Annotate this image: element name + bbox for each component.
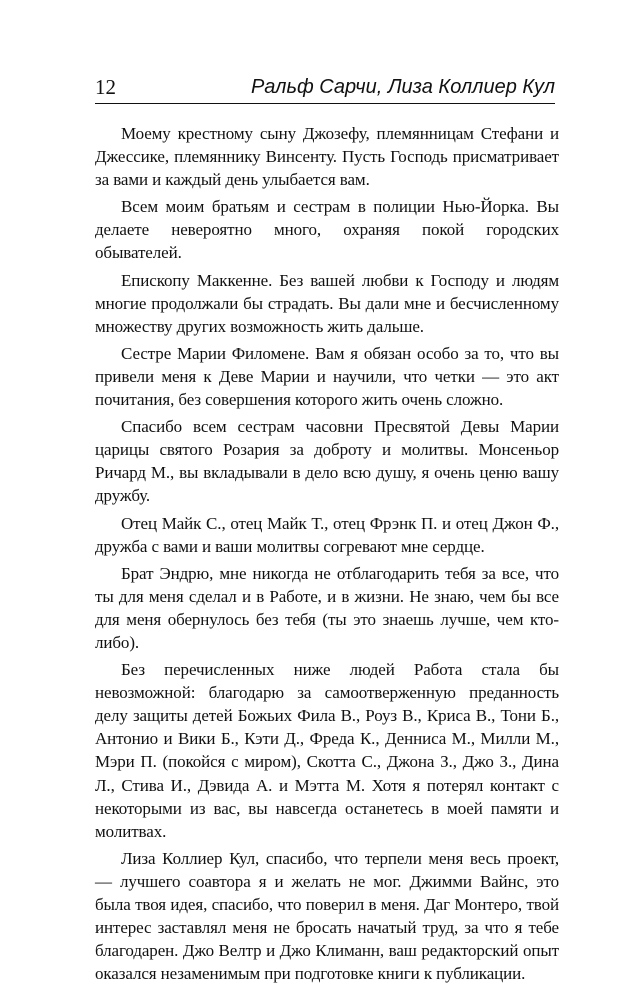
- paragraph-police: Всем моим братьям и сестрам в полиции Нью-Йорка. Вы делаете невероятно много, охраняя покой городских обывателей.: [95, 197, 559, 263]
- page-number: 12: [95, 75, 116, 99]
- body-text: [95, 122, 559, 989]
- running-head-title: Ральф Сарчи, Лиза Коллиер Кул: [250, 76, 555, 98]
- running-head: [95, 74, 555, 104]
- paragraph-sister-maria: Сестре Марии Филомене. Вам я обязан особо за то, что вы привели меня к Деве Марии и научили, что четки — это акт почитания, без совершения которого жить очень сложно.: [95, 343, 559, 410]
- paragraph-team: Без перечисленных ниже людей Работа стала бы невозможной: благодарю за самоотверженную преданность делу защиты детей Божьих Фила В., Роуз В., Криса В., Тони Б., Антонио и Вики Б., Кэти Д., Фреда К., Денниса М., Милли М., Мэри П. (покойся с миром), Скотта С., Джона З., Джо З., Дина Л., Стива И., Дэвида А. и Мэтта М. Хотя я потерял контакт с некоторыми из вас, вы навсегда останетесь в моей памяти и молитвах.: [95, 660, 559, 841]
- paragraph-chapel-sisters: Спасибо всем сестрам часовни Пресвятой Девы Марии царицы святого Розария за доброту и молитвы. Монсеньор Ричард М., вы вкладывали в дело всю душу, я очень ценю вашу дружбу.: [95, 417, 559, 506]
- paragraph-godchildren: Моему крестному сыну Джозефу, племянницам Стефани и Джессике, племяннику Винсенту. Пусть Господь присматривает за вами и каждый день улыбается вам.: [95, 124, 559, 190]
- paragraph-brother-andrew: Брат Эндрю, мне никогда не отблагодарить тебя за все, что ты для меня сделал и в Работе, и в жизни. Не знаю, чем бы все для меня обернулось без тебя (ты это знаешь лучше, чем кто-либо).: [95, 563, 559, 652]
- paragraph-fathers: Отец Майк С., отец Майк Т., отец Фрэнк П. и отец Джон Ф., дружба с вами и ваши молитвы согревают мне сердце.: [95, 513, 559, 556]
- paragraph-bishop: Епископу Маккенне. Без вашей любви к Господу и людям многие продолжали бы страдать. Вы дали мне и бесчисленному множеству других возможность жить дальше.: [95, 270, 559, 336]
- paragraph-coauthor: Лиза Коллиер Кул, спасибо, что терпели меня весь проект, — лучшего соавтора я и желать не мог. Джимми Вайнс, это была твоя идея, спасибо, что поверил в меня. Даг Монтеро, твой интерес заставлял меня не бросать начатый труд, за что я тебе благодарен. Джо Велтр и Джо Климанн, ваш редакторский опыт оказался незаменимым при подготовке книги к публикации.: [95, 848, 559, 984]
- header-rule: [95, 103, 555, 104]
